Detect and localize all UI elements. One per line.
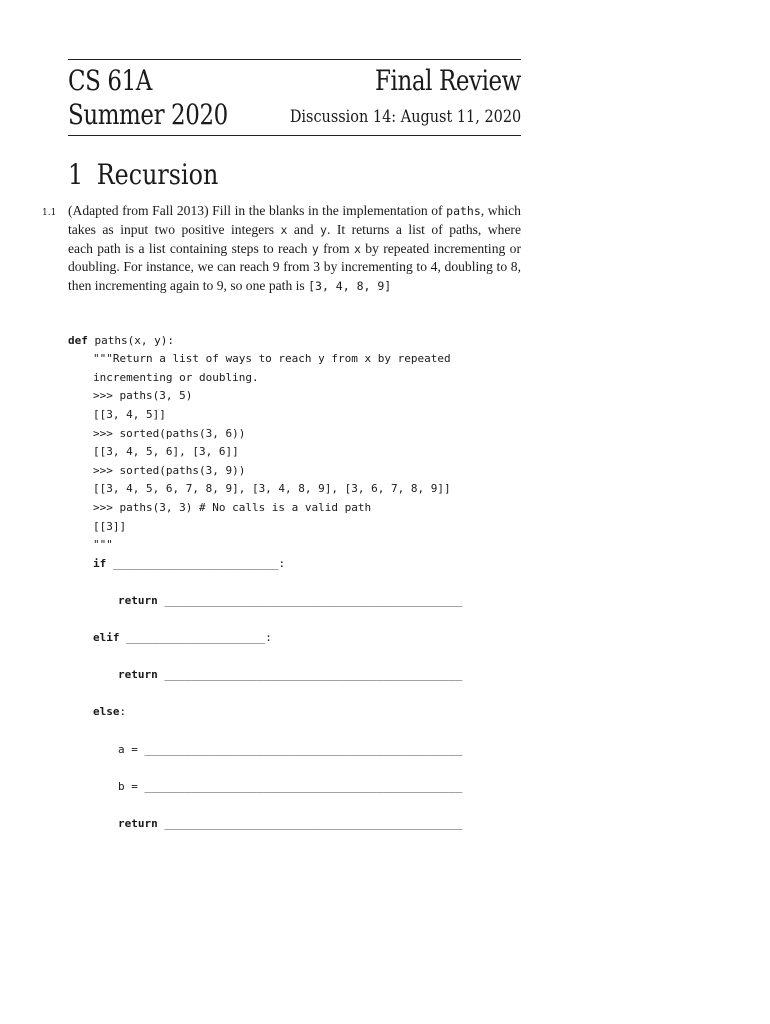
section-number: 1 [68, 158, 84, 191]
docstring-line: [[3, 4, 5]] [93, 407, 166, 421]
docstring-line: [[3, 4, 5, 6], [3, 6]] [93, 445, 239, 459]
docstring-line: >>> paths(3, 3) # No calls is a valid path [93, 500, 372, 514]
section-heading [68, 158, 218, 191]
prompt-line: each path is a list containing steps to reach y from x by repeated incrementing or [68, 240, 521, 256]
code-block [68, 313, 462, 852]
docstring-line: >>> sorted(paths(3, 6)) [93, 426, 246, 440]
course-name: CS 61A [68, 64, 152, 97]
else-line: else: [93, 705, 127, 719]
prompt-line: doubling. For instance, we can reach 9 from 3 by incrementing to 4, doubling to 8, [68, 259, 521, 275]
return-line-1: return _____________________________________________ [118, 593, 463, 607]
docstring-line: >>> sorted(paths(3, 9)) [93, 463, 246, 477]
document-title: Final Review [375, 64, 521, 97]
assign-b-blank[interactable]: ________________________________________________ [144, 779, 463, 793]
assign-a-blank[interactable]: ________________________________________________ [144, 742, 463, 756]
code-def-line: def paths(x, y): [68, 333, 174, 347]
header-top-rule [68, 59, 521, 60]
return-blank-2[interactable]: _____________________________________________ [164, 668, 463, 682]
docstring-line: """ [93, 538, 113, 552]
elif-condition-blank[interactable]: _____________________: [126, 631, 272, 645]
return-blank-1[interactable]: _____________________________________________ [164, 593, 463, 607]
return-blank-3[interactable]: _____________________________________________ [164, 817, 463, 831]
prompt-line: (Adapted from Fall 2013) Fill in the blanks in the implementation of paths, which [68, 203, 521, 218]
header-bottom-rule [68, 135, 521, 136]
docstring-line: [[3, 4, 5, 6, 7, 8, 9], [3, 4, 8, 9], [3, 6, 7, 8, 9]] [93, 482, 451, 496]
assign-a-line: a = ________________________________________________ [118, 742, 463, 756]
docstring-line: >>> paths(3, 5) [93, 389, 193, 403]
discussion-date: Discussion 14: August 11, 2020 [289, 107, 521, 127]
elif-line: elif _____________________: [93, 631, 272, 645]
question-number: 1.1 [42, 208, 57, 218]
prompt-line: takes as input two positive integers x and y. It returns a list of paths, where [68, 221, 521, 237]
if-line: if _________________________: [93, 556, 286, 570]
docstring-line: incrementing or doubling. [93, 370, 259, 384]
assign-b-line: b = ________________________________________________ [118, 779, 463, 793]
docstring-line: """Return a list of ways to reach y from x by repeated [93, 352, 451, 366]
prompt-line: then incrementing again to 9, so one path is [3, 4, 8, 9] [68, 278, 392, 294]
question-prompt [68, 202, 521, 296]
return-line-2: return _____________________________________________ [118, 668, 463, 682]
if-condition-blank[interactable]: _________________________: [112, 556, 286, 570]
docstring-line: [[3]] [93, 519, 127, 533]
return-line-3: return _____________________________________________ [118, 817, 463, 831]
term-name: Summer 2020 [68, 98, 228, 131]
section-title: Recursion [96, 158, 219, 191]
